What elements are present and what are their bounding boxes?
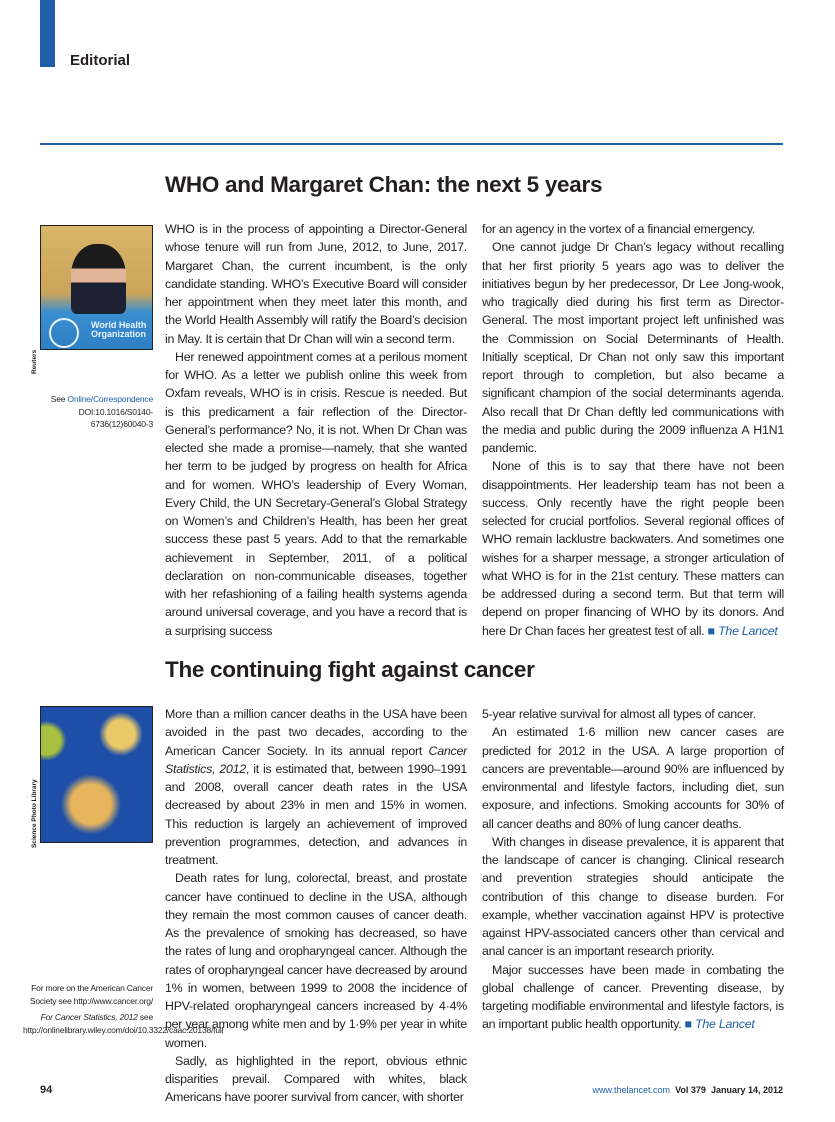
paragraph-text: Death rates for lung, colorectal, breast, and prostate cancer have continued to decline in the USA, although they remain the most common causes of cancer death. As the prevalence of smoking has decreased, so have the rates of lung and oropharyngeal cancer. Although the rates of oropharyngeal cancer have decreased by around 1% in women, between 1999 to 2008 the incidence of HPV-related oropharyngeal cancers increased by 4·4% per year among white men and by 1·9% per year in white women. <box>165 871 467 1050</box>
paragraph <box>482 961 784 1034</box>
paragraph <box>165 869 467 1052</box>
paragraph-text: Her renewed appointment comes at a perilous moment for WHO. As a letter we publish online this week from Oxfam reveals, WHO is in crisis. Rescue is needed. But is this predicament a fair reflection of the Director-General’s performance? No, it is not. When Dr Chan was elected she made a promise—namely, that she wanted her term to be judged by progress on health for Africa and for women. WHO’s leadership of Every Woman, Every Child, the UN Secretary-General’s Global Strategy on Women’s and Children’s Health, has been her great success these past 5 years. Add to that the remarkable achievement in September, 2011, of a political declaration on non-communicable diseases, together with her refashioning of a failing health systems agenda around universal coverage, and you have a record that is a surprising success <box>165 349 467 638</box>
paragraph <box>482 457 784 640</box>
volume: Vol 379 <box>675 1085 706 1095</box>
paragraph-text: Major successes have been made in combating the global challenge of cancer. Preventing disease, by targeting modifiable environmental and lifestyle factors, is an important public health opportunity. <box>482 962 784 1032</box>
paragraph-text: More than a million cancer deaths in the USA have been avoided in the past two decades, according to the American Cancer Society. In its annual report <box>165 707 467 758</box>
article-column <box>165 705 467 1107</box>
paragraph-text: None of this is to say that there have not been disappointments. Her leadership team has not been a success. Only recently have the right people been selected for crucial portfolios. Several regional offices of WHO remain lacklustre backwaters. And sometimes one wishes for a sharper message, a stronger articulation of what WHO is for in the 21st century. These matters can be addressed during a second term. But that term will depend on proper financing of WHO by its donors. And here Dr Chan faces her greatest test of all. <box>482 459 784 638</box>
paragraph <box>482 833 784 961</box>
side-note <box>23 982 224 1036</box>
section-color-bar <box>40 0 55 67</box>
speaker-figure <box>71 244 126 314</box>
acs-note[interactable]: For more on the American Cancer Society see http://www.cancer.org/ <box>29 983 153 1006</box>
who-sign-text: World Health Organization <box>91 320 147 339</box>
italic-text: Cancer Statistics, 2012 <box>165 743 467 776</box>
signoff: The Lancet <box>718 623 778 638</box>
article-title: The continuing fight against cancer <box>165 657 535 682</box>
footer-info <box>593 1085 784 1095</box>
issue-date: January 14, 2012 <box>710 1085 783 1095</box>
article-column <box>482 705 784 1034</box>
margaret-chan-photo <box>40 225 153 350</box>
article-column <box>165 220 467 640</box>
paragraph <box>165 348 467 640</box>
paragraph-text: With changes in disease prevalence, it is apparent that the landscape of cancer is changing. Clinical research and prevention strategies should anticipate the contribution of this change to disease burden. For example, whether vaccination against HPV is protective against HPV-associated cancers other than cervical and anal cancer is an important research priority. <box>482 834 784 959</box>
paragraph <box>482 705 784 723</box>
cancer-cells-photo <box>40 706 153 843</box>
end-square-icon: ■ <box>684 1017 696 1032</box>
paragraph <box>482 238 784 457</box>
paragraph-text: WHO is in the process of appointing a Director-General whose tenure will run from June, 2012, to June, 2017. Margaret Chan, the current incumbent, is the only candidate standing. WHO’s Executive Board will consider her appointment when they meet later this month, and the World Health Assembly will ratify the Board’s decision in May. It is certain that Dr Chan will win a second term. <box>165 222 467 346</box>
paragraph-text: for an agency in the vortex of a financial emergency. <box>482 222 756 236</box>
cancer-stats-link[interactable]: see http://onlinelibrary.wiley.com/doi/10.3322/caac.20138/full <box>23 1012 224 1035</box>
end-square-icon: ■ <box>707 623 719 638</box>
photo-credit: Reuters <box>31 349 38 374</box>
paragraph <box>482 220 784 238</box>
paragraph-text: 5-year relative survival for almost all types of cancer. <box>482 707 756 721</box>
paragraph-text: , it is estimated that, between 1990–1991 and 2008, overall cancer death rates in the USA decreased by about 23% in men and 15% in women. This reduction is largely an achievement of improved prevention programmes, detection, and advances in treatment. <box>165 761 467 867</box>
paragraph <box>165 1052 467 1107</box>
correspondence-link[interactable]: Online/Correspondence <box>67 394 153 404</box>
paragraph-text: Sadly, as highlighted in the report, obvious ethnic disparities prevail. Compared with whites, black Americans have poorer survival from cancer, with shorter <box>165 1053 467 1105</box>
page-number: 94 <box>40 1084 53 1096</box>
photo-credit: Science Photo Library <box>31 779 38 848</box>
cancer-stats-title: For Cancer Statistics, 2012 <box>40 1012 138 1022</box>
side-note <box>23 393 153 431</box>
section-label: Editorial <box>70 52 131 69</box>
paragraph <box>165 705 467 869</box>
cancer-stats-note[interactable] <box>23 1011 224 1036</box>
doi-text: DOI:10.1016/S0140-6736(12)60040-3 <box>78 406 153 429</box>
article-title: WHO and Margaret Chan: the next 5 years <box>165 172 603 197</box>
paragraph-text: An estimated 1·6 million new cancer cases are predicted for 2012 in the USA. A large proportion of cancers are preventable—around 90% are influenced by environmental and lifestyle factors, including diet, sun exposure, and infections. Smoking accounts for 30% of all cancer deaths and 80% of lung cancer deaths. <box>482 725 784 831</box>
paragraph-text: One cannot judge Dr Chan’s legacy without recalling that her first priority 5 years ago was to deliver the initiatives begun by her predecessor, Dr Lee Jong-wook, who tragically died during his first term as Director-General. The most important project left unfinished was the Commission on Social Determinants of Health. Initially sceptical, Dr Chan not only saw this important report through to completion, but also became a significant champion of the social determinants agenda. Also recall that Dr Chan deftly led communications with the media and public during the 2009 influenza A H1N1 pandemic. <box>482 240 784 455</box>
side-note-prefix: See <box>50 394 68 404</box>
header-rule <box>40 143 783 145</box>
paragraph <box>165 220 467 348</box>
journal-url[interactable]: www.thelancet.com <box>592 1085 671 1095</box>
paragraph <box>482 723 784 833</box>
signoff: The Lancet <box>695 1017 755 1032</box>
who-logo-icon <box>49 318 79 348</box>
article-column <box>482 220 784 640</box>
